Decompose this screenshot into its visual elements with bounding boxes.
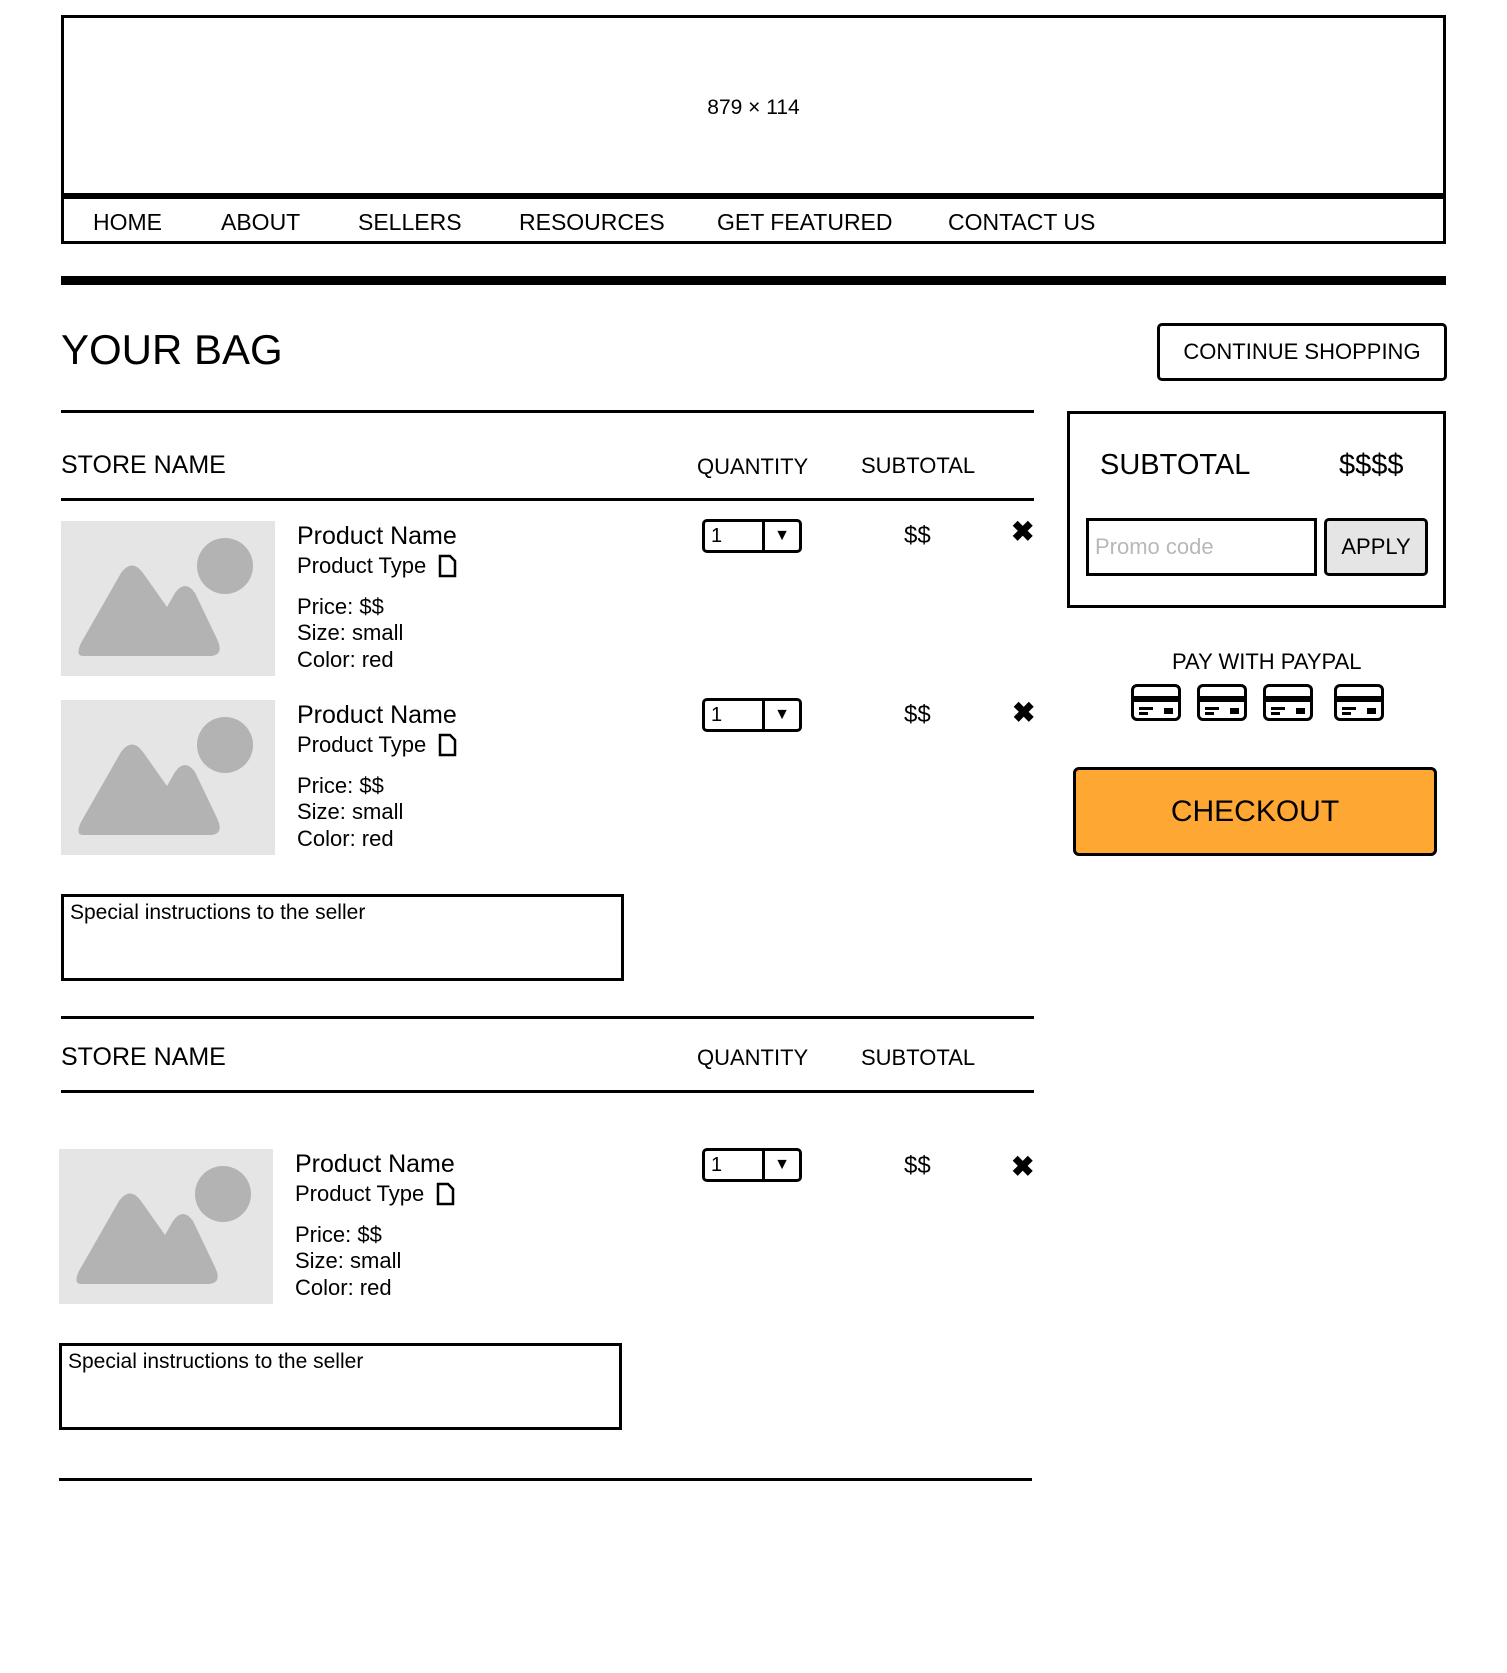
main-nav xyxy=(61,193,1446,244)
product-name[interactable]: Product Name xyxy=(297,701,457,729)
dropdown-arrow-icon: ▼ xyxy=(762,522,799,550)
seller-instructions-input[interactable] xyxy=(59,1343,622,1430)
remove-item-icon[interactable]: ✖ xyxy=(1011,1151,1035,1182)
product-image[interactable] xyxy=(59,1149,273,1304)
product-size: Size: small xyxy=(297,620,404,645)
item-subtotal: $$ xyxy=(904,1152,931,1179)
apply-promo-button[interactable]: APPLY xyxy=(1324,518,1428,576)
document-icon xyxy=(438,733,457,757)
credit-card-icon[interactable] xyxy=(1334,684,1384,721)
page-title: YOUR BAG xyxy=(61,326,283,373)
divider xyxy=(61,498,1034,501)
product-image[interactable] xyxy=(61,700,275,855)
dropdown-arrow-icon: ▼ xyxy=(762,1151,799,1179)
product-type-label: Product Type xyxy=(295,1181,425,1206)
product-type-label: Product Type xyxy=(297,732,427,757)
summary-subtotal-value: $$$$ xyxy=(1339,449,1404,481)
product-type-label: Product Type xyxy=(297,553,427,578)
quantity-value: 1 xyxy=(711,525,723,547)
subtotal-header: SUBTOTAL xyxy=(861,1045,976,1070)
product-type xyxy=(295,1181,455,1207)
continue-shopping-button[interactable]: CONTINUE SHOPPING xyxy=(1157,323,1447,381)
summary-subtotal-label: SUBTOTAL xyxy=(1100,449,1251,481)
product-type xyxy=(297,553,457,579)
product-color: Color: red xyxy=(297,826,394,851)
subtotal-header: SUBTOTAL xyxy=(861,453,976,478)
nav-resources[interactable]: RESOURCES xyxy=(519,209,665,235)
banner-size-label: 879 × 114 xyxy=(707,96,800,119)
banner-image-placeholder xyxy=(61,15,1446,193)
quantity-header: QUANTITY xyxy=(697,1045,809,1070)
quantity-select[interactable] xyxy=(702,1148,802,1182)
image-placeholder-icon xyxy=(61,521,275,676)
quantity-value: 1 xyxy=(711,1154,723,1176)
promo-code-input[interactable] xyxy=(1086,518,1317,576)
document-icon xyxy=(436,1182,455,1206)
product-size: Size: small xyxy=(297,799,404,824)
order-summary xyxy=(1067,411,1446,608)
product-size: Size: small xyxy=(295,1248,402,1273)
credit-card-icon[interactable] xyxy=(1131,684,1181,721)
product-color: Color: red xyxy=(297,647,394,672)
quantity-value: 1 xyxy=(711,704,723,726)
image-placeholder-icon xyxy=(59,1149,273,1304)
credit-card-icon[interactable] xyxy=(1263,684,1313,721)
store-name: STORE NAME xyxy=(61,1043,226,1071)
divider xyxy=(59,1478,1032,1481)
item-subtotal: $$ xyxy=(904,701,931,728)
quantity-select[interactable] xyxy=(702,519,802,553)
quantity-header: QUANTITY xyxy=(697,454,809,479)
quantity-select[interactable] xyxy=(702,698,802,732)
paypal-label: PAY WITH PAYPAL xyxy=(1172,649,1362,674)
document-icon xyxy=(438,554,457,578)
nav-get-featured[interactable]: GET FEATURED xyxy=(717,209,893,235)
seller-instructions-input[interactable] xyxy=(61,894,624,981)
product-color: Color: red xyxy=(295,1275,392,1300)
divider xyxy=(61,410,1034,413)
store-name: STORE NAME xyxy=(61,451,226,479)
nav-sellers[interactable]: SELLERS xyxy=(358,209,462,235)
nav-contact-us[interactable]: CONTACT US xyxy=(948,209,1096,235)
product-image[interactable] xyxy=(61,521,275,676)
remove-item-icon[interactable]: ✖ xyxy=(1011,516,1035,547)
product-price: Price: $$ xyxy=(295,1222,382,1247)
nav-home[interactable]: HOME xyxy=(93,209,162,235)
image-placeholder-icon xyxy=(61,700,275,855)
divider xyxy=(61,1016,1034,1019)
product-type xyxy=(297,732,457,758)
product-price: Price: $$ xyxy=(297,773,384,798)
item-subtotal: $$ xyxy=(904,522,931,549)
nav-about[interactable]: ABOUT xyxy=(221,209,301,235)
remove-item-icon[interactable]: ✖ xyxy=(1012,697,1036,728)
product-name[interactable]: Product Name xyxy=(295,1150,455,1178)
product-name[interactable]: Product Name xyxy=(297,522,457,550)
dropdown-arrow-icon: ▼ xyxy=(762,701,799,729)
divider xyxy=(61,1090,1034,1093)
credit-card-icon[interactable] xyxy=(1197,684,1247,721)
checkout-button[interactable]: CHECKOUT xyxy=(1073,767,1437,856)
divider xyxy=(61,276,1446,285)
product-price: Price: $$ xyxy=(297,594,384,619)
